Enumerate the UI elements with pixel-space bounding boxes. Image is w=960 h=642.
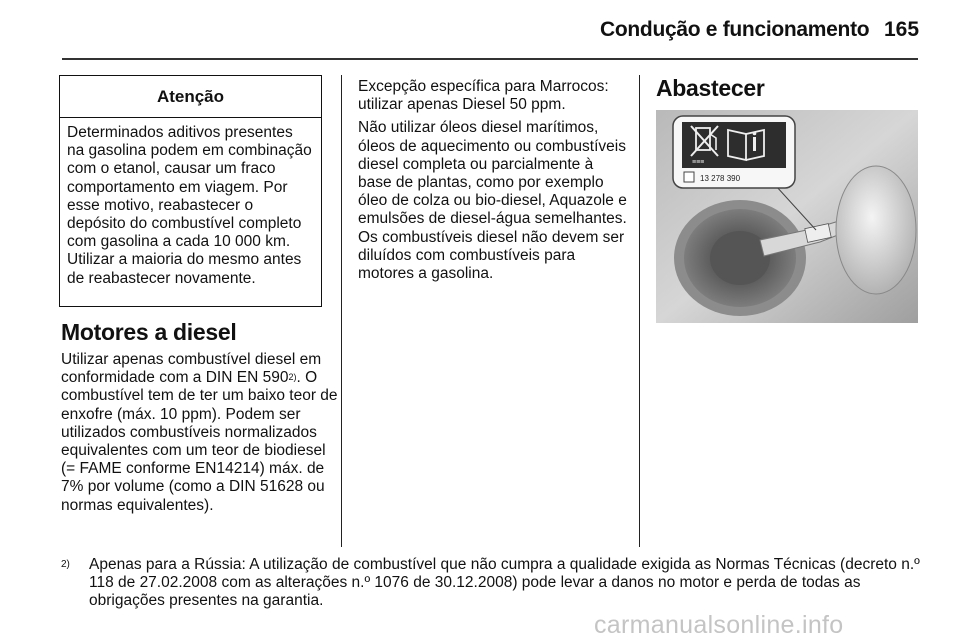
footnote-text: Apenas para a Rússia: A utilização de combustível que não cumpra a qualidade exigida as Normas Técnicas (decreto n.º 118 de 27.02.2008 com as alterações n.º 1076 de 30.12.2008) pode levar a danos no motor e perda de todas as obrigações presentes na garantia. [89, 556, 920, 610]
label-thumbnail [684, 172, 694, 182]
refuel-section-title: Abastecer [656, 75, 765, 101]
running-header-title: Condução e funcionamento [600, 18, 870, 41]
diesel-text-before: Utilizar apenas combustível diesel em conformidade com a DIN EN 590 [61, 351, 322, 387]
fuel-restriction-paragraph: Não utilizar óleos diesel marítimos, óleos de aquecimento ou combustíveis diesel completa ou parcialmente à base de plantas, como por exemplo óleo de colza ou bio-diesel, Aquazole e emulsões de diesel-água semelhantes. Os combustíveis diesel não devem ser diluídos com combustíveis para motores a gasolina. [358, 119, 627, 283]
filler-cap [710, 231, 770, 285]
fuel-filler-flap-illustration [656, 110, 918, 323]
diesel-paragraph [61, 351, 341, 515]
page-number: 165 [884, 18, 920, 41]
label-number: 13 278 390 [700, 174, 741, 183]
column-divider [341, 75, 342, 547]
warning-text: Determinados aditivos presentes na gasolina podem em combinação com o etanol, causar um fraco comportamento em viagem. Por esse motivo, reabastecer o depósito do combustível completo com gasolina a cada 10 000 km. Utilizar a maioria do mesmo antes de reabastecer novamente. [67, 124, 312, 287]
footnote [61, 556, 921, 611]
header-rule [62, 58, 918, 60]
morocco-exception-paragraph: Excepção específica para Marrocos: utilizar apenas Diesel 50 ppm. [358, 78, 609, 114]
warning-heading: Atenção [60, 76, 321, 118]
column-divider [639, 75, 640, 547]
diesel-text-after: . O combustível tem de ter um baixo teor de enxofre (máx. 10 ppm). Podem ser utilizados combustíveis normalizados equivalentes com um teor de biodiesel (= FAME conforme EN14214) máx. de 7% por volume (como a DIN 51628 ou normas equivalentes). [61, 369, 338, 514]
fuel-flap-door [836, 166, 916, 294]
svg-text:≡≡≡: ≡≡≡ [692, 159, 705, 166]
watermark: carmanualsonline.info [594, 611, 844, 639]
footnote-reference: 2) [288, 372, 297, 383]
info-icon [753, 137, 756, 151]
diesel-section-title: Motores a diesel [61, 319, 237, 345]
diesel-notes [358, 78, 630, 288]
footnote-mark: 2) [61, 559, 70, 570]
warning-box [59, 75, 322, 307]
